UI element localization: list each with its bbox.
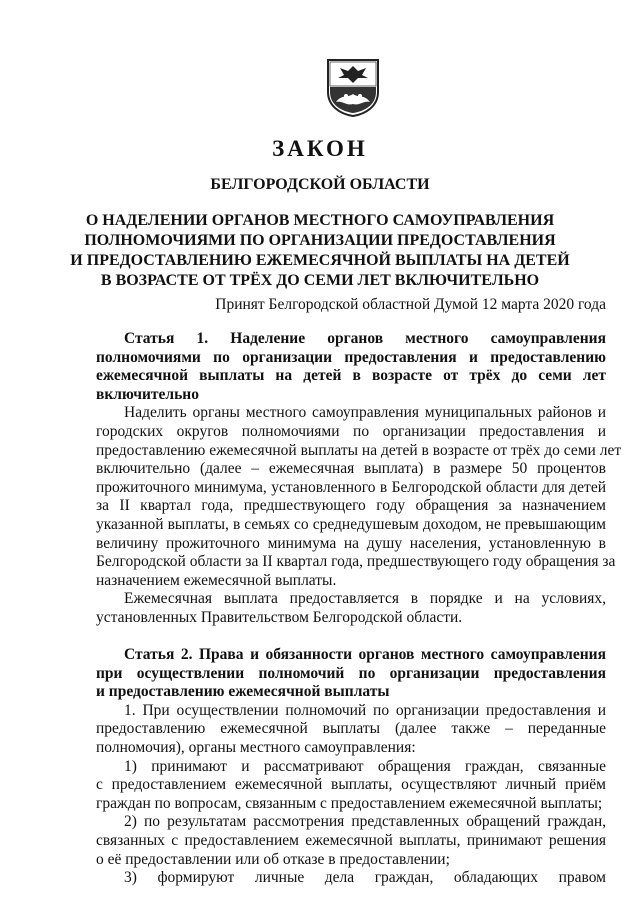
text-line: 3) формируют личные дела граждан, обладающих правом (124, 869, 606, 887)
text-line: назначением ежемесячной выплаты. (96, 571, 337, 589)
law-name-line: О НАДЕЛЕНИИ ОРГАНОВ МЕСТНОГО САМОУПРАВЛЕНИЯ (85, 212, 555, 229)
heading-line: при осуществлении полномочий по организации предоставления (96, 664, 606, 682)
document-title: ЗАКОН (272, 136, 368, 161)
text-line: Наделить органы местного самоуправления муниципальных районов и (124, 404, 606, 422)
text-line: включительно (далее – ежемесячная выплата) в размере 50 процентов (96, 460, 606, 478)
article-1-heading (96, 330, 606, 404)
text-line: 1) принимают и рассматривают обращения граждан, связанные (124, 757, 606, 775)
text-line: полномочия), органы местного самоуправления: (96, 738, 416, 756)
text-line: величину прожиточного минимума на душу населения, установленную в (96, 534, 606, 552)
article-1-paragraph-2 (96, 590, 606, 627)
heading-line: включительно (96, 385, 199, 403)
text-line: Белгородской области за II квартал года, предшествующего году обращения за (96, 553, 616, 571)
text-line: предоставлению ежемесячной выплаты (далее также – переданные (96, 720, 606, 738)
document-subtitle: БЕЛГОРОДСКОЙ ОБЛАСТИ (210, 176, 430, 193)
text-line: прожиточного минимума, установленного в Белгородской области для детей (96, 478, 606, 496)
article-1 (96, 330, 622, 628)
text-line: 2) по результатам рассмотрения представленных обращений граждан, (124, 813, 606, 831)
text-line: установленных Правительством Белгородской области. (96, 608, 463, 626)
text-line: связанных с предоставлением ежемесячной выплаты, принимают решения (96, 831, 606, 849)
article-2-item-1 (96, 758, 606, 814)
heading-line: Статья 2. Права и обязанности органов местного самоуправления (124, 646, 606, 663)
text-line: предоставлению ежемесячной выплаты на детей в возрасте от трёх до семи лет (96, 441, 622, 459)
text-line: 1. При осуществлении полномочий по организации предоставления и (124, 701, 606, 719)
adoption-note: Принят Белгородской областной Думой 12 марта 2020 года (215, 296, 606, 313)
article-2 (96, 646, 606, 888)
text-line: граждан по вопросам, связанным с предоставлением ежемесячной выплаты; (96, 794, 603, 812)
article-2-paragraph-1 (96, 702, 606, 758)
law-name (0, 211, 640, 291)
text-line: указанной выплаты, в семьях со среднедушевым доходом, не превышающим (96, 515, 606, 533)
article-2-item-3 (96, 869, 606, 888)
article-2-heading (96, 646, 606, 702)
heading-line: ежемесячной выплаты на детей в возрасте от трёх до семи лет (96, 367, 606, 385)
text-line: за II квартал года, предшествующего году обращения за назначением (96, 497, 606, 515)
text-line: с предоставлением ежемесячной выплаты, осуществляют личный приём (96, 776, 606, 794)
text-line: Ежемесячная выплата предоставляется в порядке и на условиях, (124, 590, 606, 608)
heading-line: Статья 1. Наделение органов местного самоуправления (124, 330, 606, 347)
text-line: о её предоставлении или об отказе в предоставлении; (96, 850, 450, 868)
heading-line: и предоставлению ежемесячной выплаты (96, 683, 390, 701)
law-name-line: В ВОЗРАСТЕ ОТ ТРЁХ ДО СЕМИ ЛЕТ ВКЛЮЧИТЕЛЬНО (100, 272, 540, 289)
article-1-paragraph-1 (96, 404, 622, 590)
text-line: городских округов полномочиями по организации предоставления и (96, 422, 606, 440)
law-name-line: И ПРЕДОСТАВЛЕНИЮ ЕЖЕМЕСЯЧНОЙ ВЫПЛАТЫ НА ДЕТЕЙ (70, 252, 570, 269)
heading-line: полномочиями по организации предоставления и предоставлению (96, 348, 606, 366)
article-2-item-2 (96, 813, 606, 869)
law-name-line: ПОЛНОМОЧИЯМИ ПО ОРГАНИЗАЦИИ ПРЕДОСТАВЛЕНИЯ (84, 232, 556, 249)
belgorod-coat-of-arms-icon (326, 58, 380, 118)
